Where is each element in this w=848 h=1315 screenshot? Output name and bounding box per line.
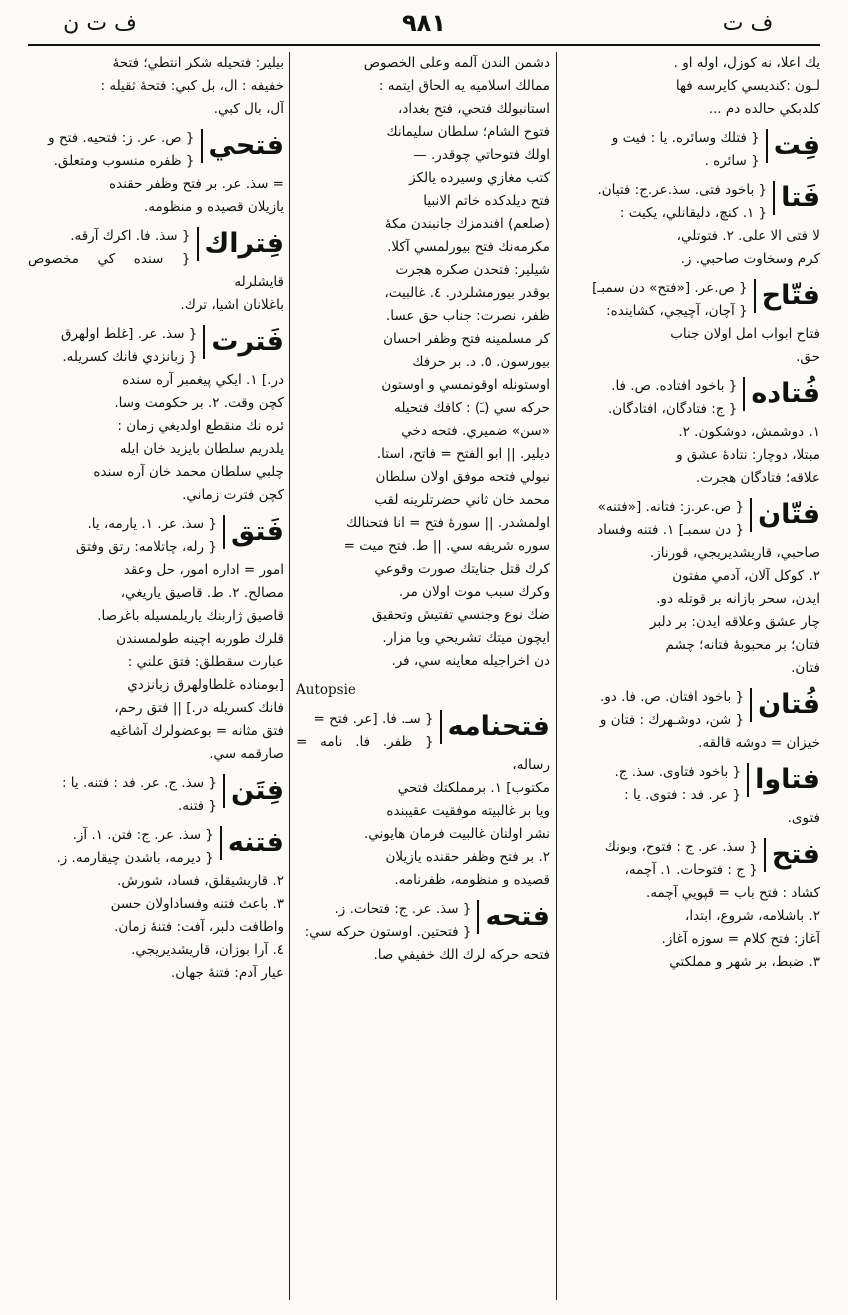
entry-line: شيلير: فتحدن صكره هجرت <box>395 262 550 278</box>
entry-line: كلدبكي حالده دم ... <box>708 101 820 117</box>
entry-line: ايچون ميتك تشريحي ويا مزار. <box>382 630 550 646</box>
entry-line: ويا بر غالبيته موفقيت عقيبنده <box>386 803 550 819</box>
entry-line: امور = اداره امور، حل وعقد <box>123 562 284 578</box>
dictionary-column-middle <box>296 52 550 1300</box>
entry-line: يلدريم سلطان بايزيد خان ايله <box>119 441 284 457</box>
entry-line: فتان؛ بر محبوبهٔ فتانه؛ چشم <box>665 637 820 653</box>
entry-line: ٤. آرا بوزان، قاريشديريجي. <box>131 942 284 958</box>
entry-line: { ج: فتادگان، افتادگان. <box>608 401 738 417</box>
entry-headword: فَتا <box>773 181 820 215</box>
entry-line: اوستونله اوقونمسي و اوستون <box>381 377 550 393</box>
dictionary-entry <box>28 323 284 507</box>
entry-headword: فَتق <box>223 515 284 549</box>
entry-line: قصيده و منظومه، ظفرنامه. <box>394 872 550 888</box>
entry-line: ٢. كوكل آلان، آدمي مفتون <box>672 568 820 584</box>
entry-line: { سنده كي مخصوص قايشلرله <box>28 251 284 290</box>
entry-line: صاحبي، قاريشديريجي، قورناز. <box>649 545 820 561</box>
entry-line: { ظفر. فا. نامه = رساله، <box>296 734 550 773</box>
entry-line: كچن وقت. ٢. بر حكومت وسا. <box>114 395 284 411</box>
entry-line: فتان. <box>791 660 820 676</box>
entry-line: { ديرمه، باشدن چيقارمه. ز. <box>56 850 214 866</box>
entry-line: واطافت دلبر، آفت: فتنهٔ زمان. <box>114 919 284 935</box>
entry-line: { ج : فتوحات. ١. آچمه، <box>624 862 758 878</box>
entry-line: علاقه؛ فتادگان هجرت. <box>695 470 820 486</box>
entry-line: كر مسلمينه فتح وظفر احسان <box>383 331 550 347</box>
dictionary-entry <box>562 761 820 830</box>
running-head-left: ف ت ن <box>63 10 137 36</box>
entry-headword: فِتراك <box>197 227 285 261</box>
entry-line: عيار آدم: فتنهٔ جهان. <box>170 965 284 981</box>
entry-headword: فِت <box>766 129 820 163</box>
running-head-right: ف ت <box>722 10 774 36</box>
entry-line: { ص.عر. [«فتح» دن سمبـ] <box>592 280 748 296</box>
column-divider <box>556 52 557 1300</box>
entry-line: فتوى. <box>787 810 820 826</box>
entry-line: بيورسون. ٥. د. بر حرفك <box>412 354 550 370</box>
entry-line: { سـ. فا. [عر. فتح = <box>313 711 434 727</box>
entry-line: ايدن، سحر بازانه بر قوتله دو. <box>656 591 820 607</box>
entry-line: بيلير: فتحيله شكر انتطي؛ فتحهٔ <box>112 55 284 71</box>
entry-headword: فتاوا <box>747 763 820 797</box>
entry-line: { فتلك وسائره. يا : فيت و <box>611 130 760 146</box>
entry-line: { ص.عر.ز: فتانه. [«فتنه» <box>597 499 745 515</box>
entry-line: { زبانزدي فانك كسريله. <box>62 349 198 365</box>
entry-line: فتحه حركه لرك الك خفيفي صا. <box>373 947 550 963</box>
entry-line: { شن، دوشـهرك : فتان و <box>599 712 745 728</box>
page-number: ٩٨١ <box>402 9 446 37</box>
entry-line: مكتوب] ١. برمملكتك فتحي <box>397 780 550 796</box>
entry-line: { دن سمبـ] ١. فتنه وفساد <box>597 522 745 538</box>
entry-line: { آچان، آچيجي، كشاينده: <box>606 303 748 319</box>
entry-line: { سائره . <box>704 153 760 169</box>
column-divider <box>289 52 290 1300</box>
entry-line: كچن فترت زماني. <box>182 487 284 503</box>
entry-line: { رله، چاتلامه: رتق وفتق <box>75 539 217 555</box>
dictionary-column-left <box>28 52 284 1300</box>
dictionary-entry <box>28 824 284 985</box>
entry-line: دن اخراجيله معاينه سي، فر. <box>391 653 550 669</box>
entry-line: لا فتى الا على. ٢. فتوتلي، <box>676 228 820 244</box>
entry-line: فانك كسريله در.] || فتق رحم، <box>114 700 284 716</box>
entry-line: ٣. باعث فتنه وفساداولان حسن <box>110 896 284 912</box>
entry-line: وكرك سبب موت اولان مر. <box>398 584 550 600</box>
entry-line: استانبولك فتحي، فتح بغداد، <box>398 101 550 117</box>
entry-line: خفيفه : ال، بل كبي: فتحهٔ ثقيله : <box>100 78 284 94</box>
entry-line: بوقدر بيورمشلردر. ٤. غالبيت، <box>384 285 550 301</box>
entry-line: { باخود افتان. ص. فا. دو. <box>599 689 745 705</box>
header-rule <box>28 44 820 46</box>
entry-line: در.] ١. ايكي پيغمبر آره سنده <box>122 372 284 388</box>
entry-line: باغلانان اشيا، ترك. <box>180 297 284 313</box>
entry-line: ممالك اسلاميه يه الحاق ايتمه : <box>378 78 550 94</box>
entry-line: { عر. فد : فتوى. يا : <box>624 787 742 803</box>
entry-line: لـون :كنديسي كايرسه فها <box>675 78 820 94</box>
entry-line: كرم وسخاوت صاحبي. ز. <box>680 251 820 267</box>
entry-headword: فَترت <box>203 325 284 359</box>
entry-line: { سذ. عر. ١. يارمه، يا. <box>87 516 217 532</box>
entry-line: فتاح ابواب امل اولان جناب <box>670 326 820 342</box>
entry-line: فتق مثانه = بوعضولرك آشاغيه <box>109 723 284 739</box>
dictionary-entry <box>296 708 550 892</box>
entry-line: { فتحتين. اوستون حركه سي: <box>304 924 472 940</box>
entry-line: { باخود افتاده. ص. فا. <box>611 378 738 394</box>
entry-line: كتب مغازي وسيرده يالكز <box>409 170 550 186</box>
entry-line: { سذ. عر. ج: فتحات. ز. <box>334 901 472 917</box>
entry-line: آل، بال كبي. <box>213 101 284 117</box>
entry-line: چلبي سلطان محمد خان آره سنده <box>93 464 284 480</box>
entry-line: سوره شريفه سي. || ط. فتح ميت = <box>343 538 550 554</box>
dictionary-entry <box>296 898 550 967</box>
dictionary-entry <box>562 686 820 755</box>
entry-line: { ظفره منسوب ومتعلق. <box>53 153 195 169</box>
entry-headword: فتحي <box>201 129 284 163</box>
entry-line: { باخود فتاوى. سذ. ج. <box>614 764 742 780</box>
entry-headword: فُتان <box>750 688 820 722</box>
entry-line: ١. دوشمش، دوشكون. ٢. <box>678 424 820 440</box>
entry-headword: فتنه <box>220 826 284 860</box>
entry-line: اولك فتوحاتي چوقدر. — <box>413 147 550 163</box>
entry-line: محمد خان ثاني حضرتلرينه لقب <box>374 492 550 508</box>
entry-line: قلرك طوربه اچينه طولمسندن <box>116 631 284 647</box>
entry-line: صارقمه سي. <box>209 746 284 762</box>
page-header <box>30 6 818 40</box>
entry-line: نبولي فتحه موفق اولان سلطان <box>375 469 550 485</box>
entry-line: «سن» ضميري. فتحه دخي <box>401 423 550 439</box>
entry-line: آغاز: فتح كلام = سوزه آغاز. <box>661 931 820 947</box>
entry-line: حق. <box>796 349 820 365</box>
entry-line: { سذ. ج. عر. فد : فتنه. يا : <box>61 775 217 791</box>
dictionary-entry <box>562 52 820 121</box>
entry-line: { ص. عر. ز: فتحيه. فتح و <box>48 130 195 146</box>
entry-line: { سذ. عر. [غلط اولهرق <box>60 326 198 342</box>
entry-line: دشمن الندن آلمه وعلى الخصوص <box>363 55 550 71</box>
entry-line: (صلعم) افندمزك جانبندن مكهٔ <box>384 216 550 232</box>
entry-headword: فتح <box>764 838 820 872</box>
dictionary-entry <box>562 375 820 490</box>
entry-line: ديلير. || ابو الفتح = فاتح، استا. <box>376 446 550 462</box>
dictionary-entry <box>562 179 820 271</box>
entry-headword: فتّاح <box>754 279 820 313</box>
entry-line: { سذ. عر. ج : فتوح، وبونك <box>604 839 758 855</box>
dictionary-entry <box>562 127 820 173</box>
entry-line: { فتنه. <box>177 798 217 814</box>
entry-line: كشاد : فتح باب = قپويي آچمه. <box>646 885 820 901</box>
entry-line: = سذ. عر. بر فتح وظفر حقنده <box>109 176 284 192</box>
entry-headword: فتحه <box>477 900 550 934</box>
entry-headword: فِتَن <box>223 774 284 808</box>
entry-line: ٣. ضبط، بر شهر و مملكتي <box>669 954 820 970</box>
entry-line: مصالح. ٢. ط. قاصيق ياريغي، <box>120 585 284 601</box>
entry-line: يك اعلا، نه كوزل، اوله او . <box>673 55 820 71</box>
entry-line: حركه سي (ـَ) : كافك فتحيله <box>394 400 550 416</box>
dictionary-entry <box>28 513 284 766</box>
entry-line: يازيلان قصيده و منظومه. <box>143 199 284 215</box>
entry-line: مبتلا، دوچار: نتادهٔ عشق و <box>676 447 820 463</box>
entry-headword: فتّان <box>750 498 820 532</box>
entry-line: چار عشق وعلاقه ايدن: بر دلبر <box>649 614 820 630</box>
dictionary-column-right <box>562 52 820 1300</box>
entry-line: كرك قتل جنايتك صورت وقوعي <box>374 561 550 577</box>
dictionary-entry <box>28 52 284 121</box>
entry-line: نشر اولنان غالبيت فرمان هايوني. <box>363 826 550 842</box>
entry-line: [بومناده غلطاولهرق زبانزدي <box>127 677 284 693</box>
dictionary-entry <box>562 836 820 974</box>
entry-line: { باخود فتى. سذ.عر.ج: فتيان. <box>597 182 768 198</box>
entry-line: ٢. بر فتح وظفر حقنده يازيلان <box>385 849 550 865</box>
dictionary-entry <box>562 496 820 680</box>
dictionary-entry <box>28 225 284 317</box>
entry-line: قاصيق ژاربنك ياريلمسيله باغرصا. <box>97 608 284 624</box>
entry-latin-term: Autopsie <box>296 682 356 698</box>
entry-line: اولمشدر. || سورهٔ فتح = انا فتحنالك <box>346 515 550 531</box>
entry-line: ضك نوع وجنسي تفتيش وتحقيق <box>371 607 550 623</box>
entry-line: ظفر، نصرت: جناب حق عسا. <box>385 308 550 324</box>
entry-headword: فُتاده <box>743 377 820 411</box>
entry-line: خيزان = دوشه قالقه. <box>698 735 820 751</box>
entry-line: ئره نك منقطع اولديغي زمان : <box>117 418 284 434</box>
entry-line: فتوح الشام؛ سلطان سليمانك <box>386 124 550 140</box>
entry-line: فتح ديلدكده خاتم الانبيا <box>423 193 550 209</box>
entry-line: ٢. قاريشيقلق، فساد، شورش. <box>117 873 284 889</box>
entry-line: { ١. كنچ، دليقانلي، يكيت : <box>619 205 768 221</box>
entry-line: مكرمه‌نك فتح بيورلمسي آكلا. <box>387 239 550 255</box>
dictionary-entry <box>296 679 550 702</box>
dictionary-entry <box>296 52 550 673</box>
dictionary-entry <box>562 277 820 369</box>
entry-line: ٢. باشلامه، شروع، ابتدا، <box>685 908 820 924</box>
entry-line: { سذ. فا. اكرك آرقه. <box>70 228 191 244</box>
entry-line: عبارت سقطلق: فتق علني : <box>127 654 284 670</box>
dictionary-entry <box>28 772 284 818</box>
entry-line: { سذ. عر. ج: فتن. ١. آز. <box>72 827 214 843</box>
entry-headword: فتحنامه <box>440 710 550 744</box>
dictionary-entry <box>28 127 284 219</box>
